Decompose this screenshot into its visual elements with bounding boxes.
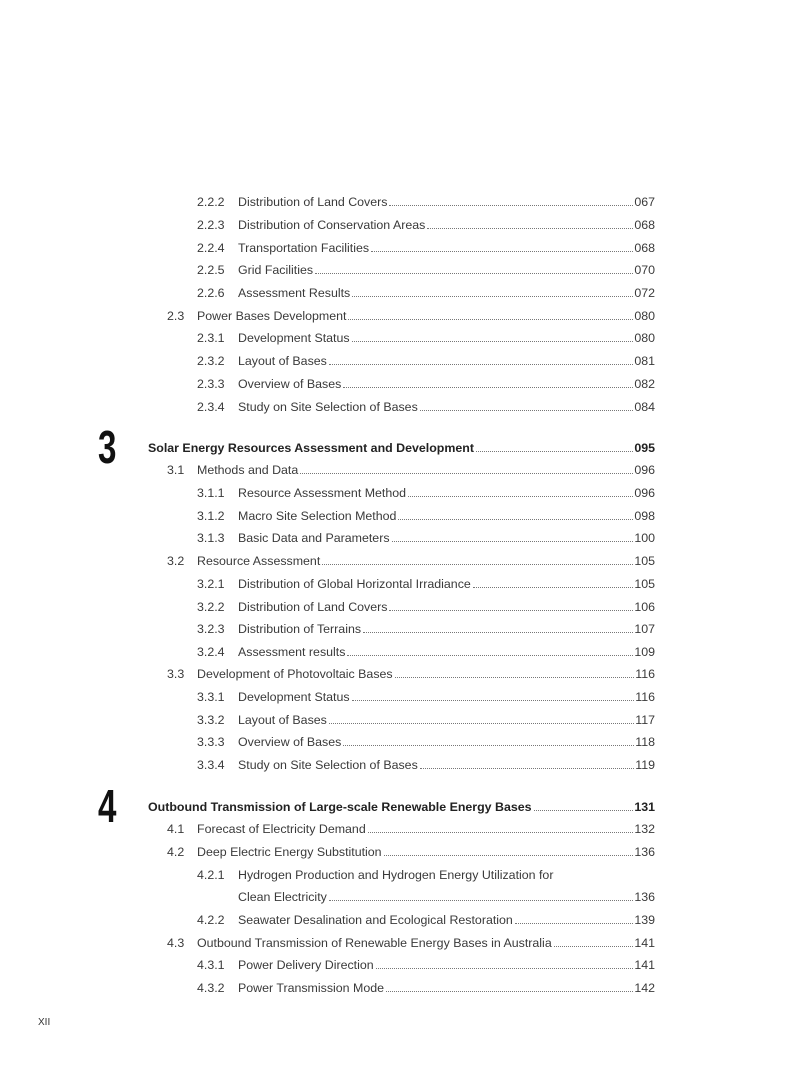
toc-entry[interactable] (197, 353, 655, 369)
entry-page-number: 098 (634, 509, 655, 523)
entry-title: Resource Assessment Method (238, 486, 407, 500)
entry-title: Assessment Results (238, 286, 351, 300)
dot-leader (473, 587, 634, 588)
entry-number: 3.1.1 (197, 486, 225, 500)
dot-leader (363, 632, 633, 633)
entry-title: Outbound Transmission of Large-scale Renewable Energy Bases (148, 800, 532, 814)
dot-leader (395, 677, 635, 678)
entry-title: Overview of Bases (238, 377, 342, 391)
toc-entry[interactable] (197, 689, 655, 705)
chapter-number: 3 (98, 421, 117, 473)
toc-entry[interactable] (167, 553, 655, 569)
entry-page-number: 106 (634, 600, 655, 614)
dot-leader (420, 768, 634, 769)
entry-title: Seawater Desalination and Ecological Restoration (238, 913, 513, 927)
dot-leader (476, 451, 633, 452)
entry-number: 2.3.4 (197, 400, 225, 414)
toc-entry[interactable] (197, 957, 655, 973)
entry-page-number: 118 (635, 735, 655, 749)
entry-number: 2.2.5 (197, 263, 225, 277)
entry-title: Overview of Bases (238, 735, 342, 749)
dot-leader (343, 745, 634, 746)
entry-title: Distribution of Terrains (238, 622, 362, 636)
entry-page-number: 105 (634, 577, 655, 591)
entry-page-number: 116 (635, 667, 655, 681)
entry-number: 2.2.3 (197, 218, 225, 232)
entry-title: Layout of Bases (238, 354, 327, 368)
dot-leader (386, 991, 633, 992)
entry-title: Development Status (238, 690, 350, 704)
entry-number: 3.1.2 (197, 509, 225, 523)
entry-title: Solar Energy Resources Assessment and Development (148, 441, 474, 455)
entry-number: 2.2.6 (197, 286, 225, 300)
entry-title: Resource Assessment (197, 554, 321, 568)
entry-page-number: 107 (634, 622, 655, 636)
toc-entry[interactable] (197, 867, 655, 883)
page-folio: XII (38, 1017, 51, 1028)
entry-number: 4.3 (167, 936, 185, 950)
entry-page-number: 080 (634, 331, 655, 345)
dot-leader (389, 205, 633, 206)
entry-number: 3.2.1 (197, 577, 225, 591)
entry-page-number: 131 (634, 800, 655, 814)
entry-page-number: 096 (634, 463, 655, 477)
entry-page-number: 081 (634, 354, 655, 368)
entry-title: Deep Electric Energy Substitution (197, 845, 382, 859)
entry-page-number: 068 (634, 218, 655, 232)
entry-page-number: 105 (634, 554, 655, 568)
entry-title: Development Status (238, 331, 350, 345)
entry-number: 4.2 (167, 845, 185, 859)
toc-entry[interactable] (197, 576, 655, 592)
toc-entry[interactable] (197, 734, 655, 750)
toc-entry[interactable] (197, 285, 655, 301)
toc-entry[interactable] (167, 935, 655, 951)
entry-number: 3.1 (167, 463, 185, 477)
dot-leader (371, 251, 633, 252)
entry-number: 2.3.3 (197, 377, 225, 391)
toc-entry[interactable] (238, 889, 655, 905)
dot-leader (352, 700, 635, 701)
entry-page-number: 084 (634, 400, 655, 414)
dot-leader (534, 810, 634, 811)
toc-entry[interactable] (167, 844, 655, 860)
chapter-number: 4 (98, 780, 117, 832)
entry-title: Macro Site Selection Method (238, 509, 397, 523)
toc-entry[interactable] (197, 240, 655, 256)
entry-number: 4.2.2 (197, 913, 225, 927)
entry-number: 3.2.2 (197, 600, 225, 614)
entry-title: Distribution of Conservation Areas (238, 218, 426, 232)
entry-title: Outbound Transmission of Renewable Energy Bases in Australia (197, 936, 552, 950)
entry-title: Methods and Data (197, 463, 299, 477)
toc-chapter-entry[interactable] (148, 440, 655, 456)
entry-title: Study on Site Selection of Bases (238, 758, 418, 772)
entry-number: 4.3.1 (197, 958, 225, 972)
entry-page-number: 136 (634, 890, 655, 904)
toc-entry[interactable] (167, 666, 655, 682)
dot-leader (329, 723, 634, 724)
entry-title: Distribution of Land Covers (238, 600, 388, 614)
dot-leader (420, 410, 634, 411)
entry-title: Layout of Bases (238, 713, 327, 727)
toc-entry[interactable] (167, 462, 655, 478)
entry-title: Grid Facilities (238, 263, 314, 277)
entry-title: Study on Site Selection of Bases (238, 400, 418, 414)
dot-leader (392, 541, 634, 542)
entry-page-number: 132 (634, 822, 655, 836)
entry-number: 2.3.2 (197, 354, 225, 368)
toc-entry[interactable] (197, 376, 655, 392)
entry-page-number: 095 (634, 441, 655, 455)
dot-leader (368, 832, 634, 833)
entry-number: 2.2.2 (197, 195, 225, 209)
toc-entry[interactable] (197, 508, 655, 524)
dot-leader (427, 228, 633, 229)
entry-title: Basic Data and Parameters (238, 531, 390, 545)
dot-leader (315, 273, 633, 274)
entry-number: 3.3.3 (197, 735, 225, 749)
entry-page-number: 080 (634, 309, 655, 323)
entry-page-number: 141 (634, 958, 655, 972)
entry-page-number: 142 (634, 981, 655, 995)
entry-number: 3.3.2 (197, 713, 225, 727)
entry-page-number: 100 (634, 531, 655, 545)
entry-title: Development of Photovoltaic Bases (197, 667, 393, 681)
dot-leader (348, 319, 633, 320)
entry-number: 3.2 (167, 554, 185, 568)
toc-entry[interactable] (197, 530, 655, 546)
toc-entry[interactable] (197, 644, 655, 660)
entry-page-number: 096 (634, 486, 655, 500)
entry-number: 2.3.1 (197, 331, 225, 345)
toc-entry[interactable] (197, 980, 655, 996)
entry-title: Power Bases Development (197, 309, 347, 323)
dot-leader (329, 364, 633, 365)
dot-leader (343, 387, 633, 388)
entry-title: Distribution of Global Horizontal Irradiance (238, 577, 471, 591)
dot-leader (389, 610, 633, 611)
entry-title: Power Delivery Direction (238, 958, 374, 972)
dot-leader (554, 946, 634, 947)
entry-page-number: 068 (634, 241, 655, 255)
entry-page-number: 109 (634, 645, 655, 659)
entry-page-number: 119 (635, 758, 655, 772)
toc-entry[interactable] (197, 262, 655, 278)
dot-leader (384, 855, 634, 856)
dot-leader (300, 473, 633, 474)
dot-leader (515, 923, 633, 924)
entry-title: Distribution of Land Covers (238, 195, 388, 209)
entry-page-number: 067 (634, 195, 655, 209)
toc-entry[interactable] (197, 912, 655, 928)
toc-entry[interactable] (197, 399, 655, 415)
toc-entry[interactable] (197, 485, 655, 501)
toc-entry[interactable] (167, 308, 655, 324)
toc-chapter-entry[interactable] (148, 799, 655, 815)
dot-leader (376, 968, 634, 969)
entry-number: 2.3 (167, 309, 185, 323)
entry-title: Clean Electricity (238, 890, 327, 904)
entry-page-number: 139 (634, 913, 655, 927)
entry-page-number: 116 (635, 690, 655, 704)
entry-title: Forecast of Electricity Demand (197, 822, 366, 836)
dot-leader (347, 655, 633, 656)
entry-number: 3.3.1 (197, 690, 225, 704)
entry-page-number: 136 (634, 845, 655, 859)
dot-leader (329, 900, 633, 901)
entry-number: 3.3 (167, 667, 185, 681)
toc-entry[interactable] (197, 599, 655, 615)
toc-entry[interactable] (197, 621, 655, 637)
entry-title: Transportation Facilities (238, 241, 370, 255)
entry-number: 4.2.1 (197, 868, 225, 882)
toc-entry[interactable] (167, 821, 655, 837)
entry-title: Assessment results (238, 645, 346, 659)
entry-title: Hydrogen Production and Hydrogen Energy Utilization for (238, 868, 554, 882)
entry-title: Power Transmission Mode (238, 981, 384, 995)
entry-number: 3.2.3 (197, 622, 225, 636)
entry-page-number: 072 (634, 286, 655, 300)
dot-leader (322, 564, 633, 565)
toc-entry[interactable] (197, 712, 655, 728)
dot-leader (408, 496, 633, 497)
entry-number: 3.1.3 (197, 531, 225, 545)
entry-number: 3.2.4 (197, 645, 225, 659)
toc-entry[interactable] (197, 330, 655, 346)
dot-leader (398, 519, 633, 520)
toc-entry[interactable] (197, 757, 655, 773)
toc-entry[interactable] (197, 194, 655, 210)
entry-page-number: 082 (634, 377, 655, 391)
entry-number: 2.2.4 (197, 241, 225, 255)
dot-leader (352, 296, 633, 297)
toc-entry[interactable] (197, 217, 655, 233)
entry-number: 4.1 (167, 822, 185, 836)
entry-number: 4.3.2 (197, 981, 225, 995)
entry-page-number: 117 (635, 713, 655, 727)
entry-page-number: 141 (634, 936, 655, 950)
entry-number: 3.3.4 (197, 758, 225, 772)
entry-page-number: 070 (634, 263, 655, 277)
dot-leader (352, 341, 634, 342)
